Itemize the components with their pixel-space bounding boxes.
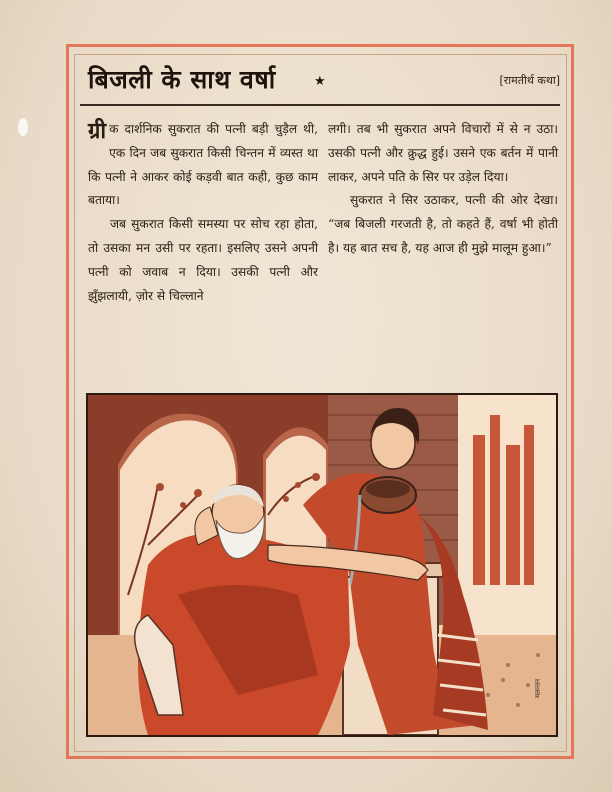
text-column-right [328, 118, 558, 261]
paragraph: सुकरात ने सिर उठाकर, पत्नी की ओर देखा। “जब बिजली गरजती है, तो कहते हैं, वर्षा भी होती है। यह बात सच है, यह आज ही मुझे मालूम हुआ।” [328, 193, 558, 255]
text-column-left [88, 118, 318, 308]
illustration-drawing [88, 395, 556, 735]
paragraph: लगी। तब भी सुकरात अपने विचारों में से न उठा। उसकी पत्नी और क्रुद्ध हुई। उसने एक बर्तन में पानी लाकर, अपने पति के सिर पर उड़ेल दिया। [328, 122, 558, 184]
illustration-socrates [86, 393, 558, 737]
title-divider [80, 104, 560, 106]
article-title: बिजली के साथ वर्षा [88, 65, 276, 94]
star-icon: ★ [314, 74, 326, 89]
paper-edge-mark [18, 118, 28, 136]
drop-cap: ग्री [88, 118, 107, 144]
paragraph-text: क दार्शनिक सुकरात की पत्नी बड़ी चुड़ैल थी, एक दिन जब सुकरात किसी चिन्तन में व्यस्त था कि पत्नी ने आकर कोई कड़वी बात कही, कुछ काम बताया। [88, 122, 318, 208]
paragraph: जब सुकरात किसी समस्या पर सोच रहा होता, तो उसका मन उसी पर रहता। इसलिए उसने अपनी पत्नी को जवाब न दिया। उसकी पत्नी और झुँझलायी, ज़ोर से चिल्लाने [88, 217, 318, 303]
artist-signature: मलन्तन [534, 679, 542, 698]
paragraph [88, 118, 318, 213]
article-category-tag: [रामतीर्थ कथा] [499, 74, 560, 87]
